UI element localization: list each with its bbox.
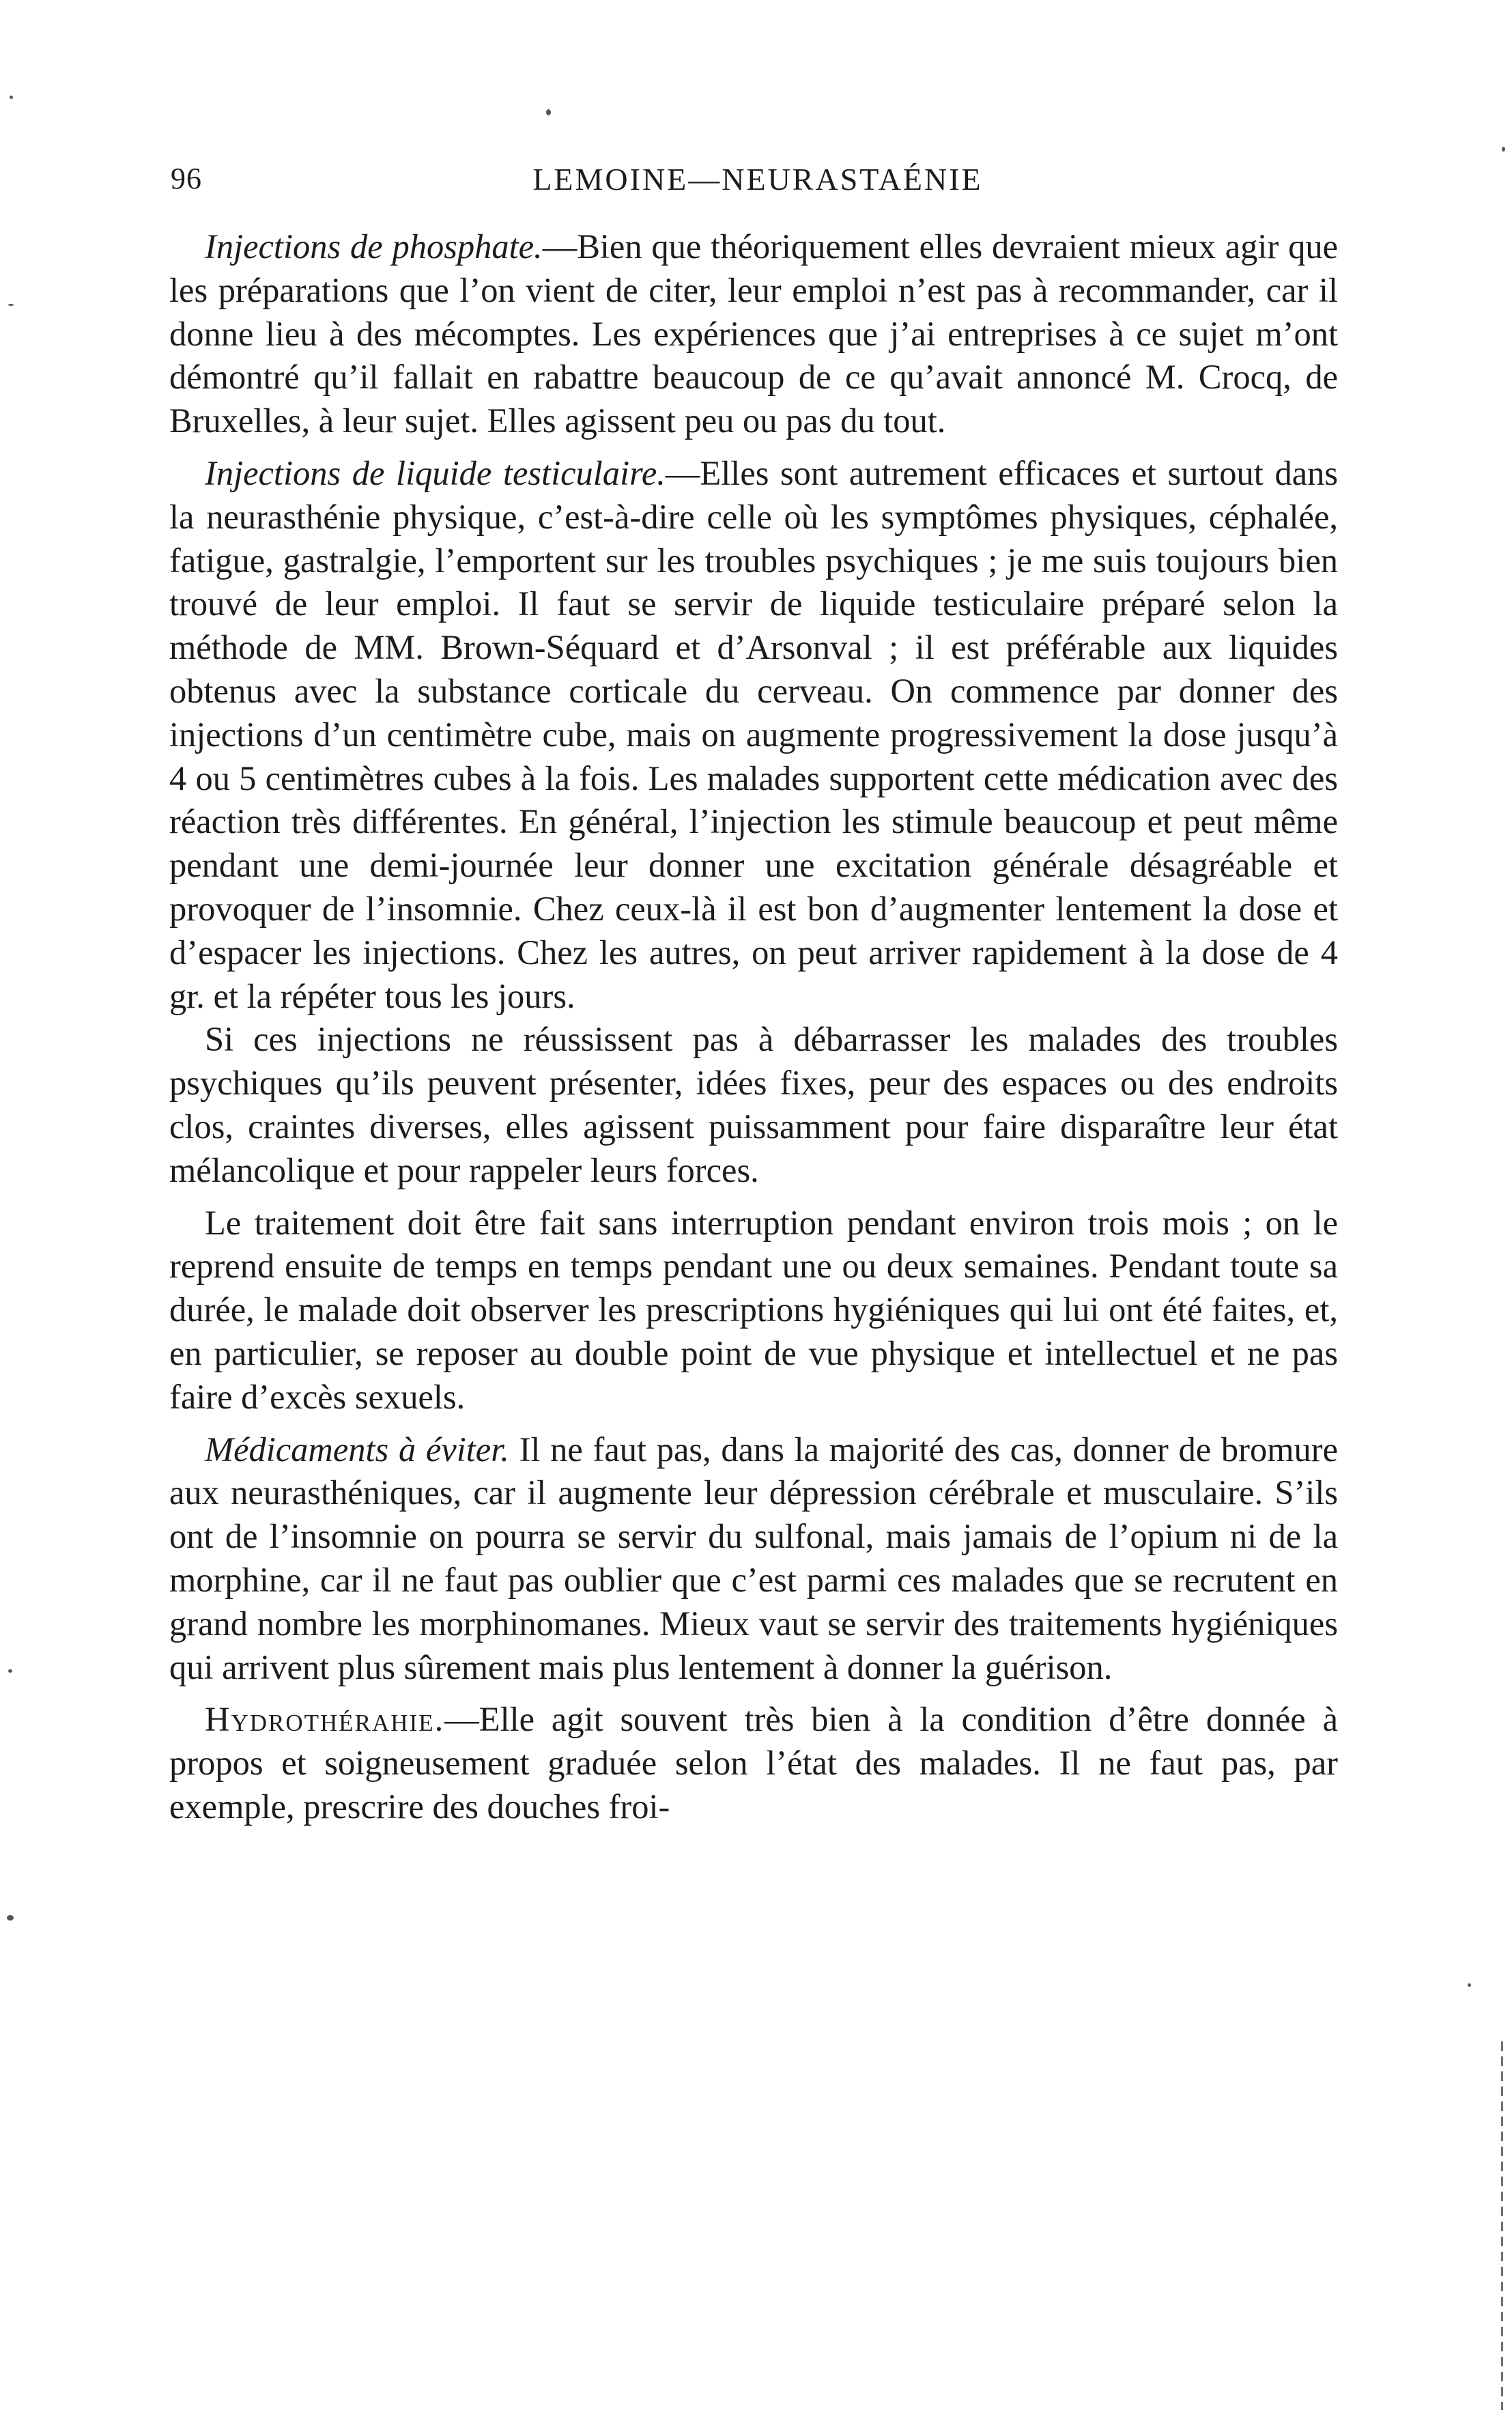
paragraph-hydrotherapie	[169, 1698, 1338, 1828]
paragraph-lead: Injections de phosphate.	[205, 227, 543, 266]
scan-speck	[1468, 1983, 1471, 1987]
scan-speck	[8, 304, 14, 306]
paragraph-injections-effects	[169, 1018, 1338, 1192]
scan-speck	[10, 96, 13, 99]
paragraph-text: Le traitement doit être fait sans interruption pendant environ trois mois ; on le reprend ensuite de temps en temps pendant une ou deux semaines. Pendant toute sa durée, le malade doit observer les prescriptions hygiéniques qui lui ont été faites, et, en particulier, se reposer au double point de vue physique et intellectuel et ne pas faire d’excès sexuels.	[169, 1203, 1338, 1416]
scan-edge-line	[1501, 2041, 1503, 2410]
running-title: LEMOINE—NEURASTAÉNIE	[532, 162, 983, 197]
paragraph-lead: Hydrothérahie.	[205, 1700, 445, 1739]
paragraph-text: Si ces injections ne réussissent pas à débarrasser les malades des troubles psychiques qu’ils peuvent présenter, idées fixes, peur des espaces ou des endroits clos, craintes diverses, elles agissent puissamment pour faire disparaître leur état mélancolique et pour rappeler leurs forces.	[169, 1020, 1338, 1189]
scan-speck	[7, 1915, 14, 1921]
scan-speck	[1502, 147, 1505, 152]
paragraph-text: —Elle agit souvent très bien à la condition d’être donnée à propos et soigneusement graduée selon l’état des malades. Il ne faut pas, par exemple, prescrire des douches froi-	[169, 1700, 1338, 1826]
paragraph-lead: Injections de liquide testiculaire.	[205, 453, 666, 492]
paragraph-injections-liquide-testiculaire	[169, 452, 1338, 1018]
paragraph-text: Il ne faut pas, dans la majorité des cas, donner de bromure aux neurasthéniques, car il augmente leur dépression cérébrale et musculaire. S’ils ont de l’insomnie on pourra se servir du sulfonal, mais jamais de l’opium ni de la morphine, car il ne faut pas oublier que c’est parmi ces malades que se recrutent en grand nombre les morphinomanes. Mieux vaut se servir des traitements hygiéniques qui arrivent plus sûrement mais plus lentement à donner la guérison.	[169, 1430, 1338, 1686]
paragraph-text: —Bien que théoriquement elles devraient mieux agir que les préparations que l’on vient de citer, leur emploi n’est pas à recommander, car il donne lieu à des mécomptes. Les expériences que j’ai entreprises à ce sujet m’ont démontré qu’il fallait en rabattre beaucoup de ce qu’avait annoncé M. Crocq, de Bruxelles, à leur sujet. Elles agissent peu ou pas du tout.	[169, 227, 1338, 440]
scan-speck	[546, 109, 551, 115]
scan-speck	[8, 1669, 12, 1673]
paragraph-medicaments-a-eviter	[169, 1428, 1338, 1690]
body-text	[169, 225, 1338, 1838]
page-header	[171, 161, 1345, 209]
page-number: 96	[171, 162, 202, 195]
paragraph-lead: Médicaments à éviter.	[205, 1430, 509, 1469]
paragraph-text: —Elles sont autrement efficaces et surtout dans la neurasthénie physique, c’est-à-dire celle où les symptômes physiques, céphalée, fatigue, gastralgie, l’emportent sur les troubles psychiques ; je me suis toujours bien trouvé de leur emploi. Il faut se servir de liquide testiculaire préparé selon la méthode de MM. Brown-Séquard et d’Arsonval ; il est préférable aux liquides obtenus avec la substance corticale du cerveau. On commence par donner des injections d’un centimètre cube, mais on augmente progressivement la dose jusqu’à 4 ou 5 centimètres cubes à la fois. Les malades supportent cette médication avec des réaction très différentes. En général, l’injection les stimule beaucoup et peut même pendant une demi-journée leur donner une excitation générale désagréable et provoquer de l’insomnie. Chez ceux-là il est bon d’augmenter lentement la dose et d’espacer les injections. Chez les autres, on peut arriver rapidement à la dose de 4 gr. et la répéter tous les jours.	[169, 453, 1339, 1015]
paragraph-injections-phosphate	[169, 225, 1338, 443]
paragraph-traitement	[169, 1202, 1338, 1419]
